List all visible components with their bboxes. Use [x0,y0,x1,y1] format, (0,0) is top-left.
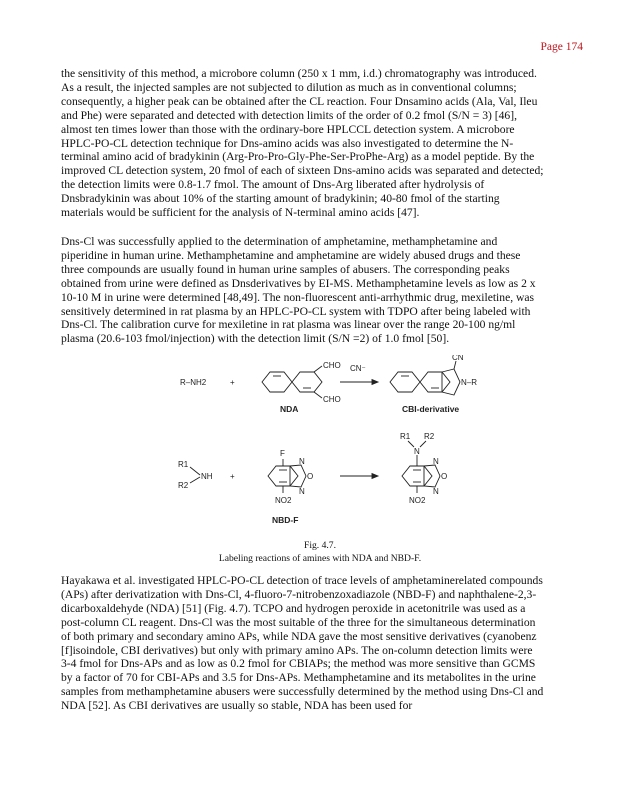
prod-o: O [441,472,448,481]
sec-amine-r1: R1 [178,460,189,469]
text-line: the detection limits were 0.8-1.7 fmol. The amount of Dns-Arg liberated after hydrolysis of [61,178,485,192]
text-line: As a result, the injected samples are not subjected to dilution as much as in conventional columns; [61,80,517,94]
paragraph-1 [61,67,583,220]
nda-label: NDA [280,404,299,414]
plus-sign: + [230,378,235,387]
text-line: (APs) after derivatization with Dns-Cl, 4-fluoro-7-nitrobenzoxadiazole (NBD-F) and naphthalene-2,3- [61,587,537,601]
text-line: of both primary and secondary amino APs, while NDA gave the most sensitive derivatives (cyanobenz [61,629,537,643]
text-line: NDA [52]. As CBI derivatives are usually so stable, NDA has been used for [61,699,413,713]
text-line: piperidine in human urine. Methamphetamine and amphetamine are widely abused drugs and these [61,248,521,262]
nda-structure [262,366,322,398]
secondary-amine-structure [190,467,200,483]
reaction-scheme [170,355,500,527]
nbd-f-atom: F [280,449,285,458]
text-line: almost ten times lower than those with the ordinary-bore HPLCCL detection system. A microbore [61,122,515,136]
cbi-nr: N–R [461,378,478,387]
text-line: and Phe) were separated and detected with detection limits of the order of 0.2 fmol (S/N = 3) [46], [61,108,517,122]
text-line: the sensitivity of this method, a microbore column (250 x 1 mm, i.d.) chromatography was introduced. [61,67,537,80]
text-line: 10-10 M in urine were determined [48,49]. The non-fluorescent anti-arrhythmic drug, mexiletine, was [61,290,535,304]
cbi-cn: CN [452,355,464,362]
sec-amine-r2: R2 [178,481,189,490]
text-line: Dnsbradykinin was about 10% of the starting amount of bradykinin; 40-80 fmol of the starting [61,192,500,206]
nbd-product-structure [402,441,440,493]
paragraph-2 [61,235,583,346]
reaction-arrow-2 [340,474,378,479]
prod-n-top: N [433,457,439,466]
text-line: samples from methamphetamine abusers were successfully determined by the method using Dns-Cl and [61,685,544,699]
prod-n-bottom: N [433,487,439,496]
nda-cho-top: CHO [323,361,341,370]
text-line: 3-4 fmol for Dns-APs and as low as 0.2 fmol for CBIAPs; the method was more sensitive than GCMS [61,657,536,671]
text-line: Dns-Cl was successfully applied to the determination of amphetamine, methamphetamine and [61,235,498,248]
cbi-label: CBI-derivative [402,404,460,414]
prod-n: N [414,447,420,456]
prod-no2: NO2 [409,496,426,505]
text-line: materials would be sufficient for the analysis of N-terminal amino acids [47]. [61,206,420,220]
reaction-arrow [340,380,378,385]
figure-number: Fig. 4.7. [304,540,336,551]
text-line: three compounds are usually found in human urine samples of abusers. The corresponding peaks [61,262,510,276]
text-line: [f]isoindole, CBI derivatives) but only with primary amino APs. The on-column detection limits were [61,643,533,657]
text-line: HPLC-PO-CL detection technique for Dns-amino acids was also investigated to determine the N- [61,136,514,150]
text-line: terminal amino acid of bradykinin (Arg-Pro-Pro-Gly-Phe-Ser-ProPhe-Arg) as a model peptide. By the [61,150,535,164]
text-line: by a factor of 70 for CBI-APs and 3.5 for Dns-APs. Methamphetamine and its metabolites in the urine [61,671,536,685]
cbi-structure [390,361,460,395]
text-line: obtained from urine were defined as Dnsderivatives by EI-MS. Methamphetamine levels as low as 2 x [61,276,536,290]
text-line: post-column CL reagent. Dns-Cl was the most suitable of the three for the simultaneous determination [61,615,536,629]
figure-caption: Labeling reactions of amines with NDA and NBD-F. [218,553,422,564]
text-line: improved CL detection system, 20 fmol of each of sixteen Dns-amino acids was separated and detected; [61,164,544,178]
nbd-n-bottom: N [299,487,305,496]
text-line: Hayakawa et al. investigated HPLC-PO-CL detection of trace levels of amphetaminerelated compounds [61,574,543,587]
plus-sign-2: + [230,472,235,481]
text-line: consequently, a higher peak can be obtained after the CL reaction. Four Dnsamino acids (Ala, Val, Ileu [61,94,538,108]
page-number: Page 174 [540,41,583,53]
cyanide-label: CN⁻ [350,364,366,373]
nbd-o: O [307,472,314,481]
prod-r2: R2 [424,432,435,441]
nbd-f-label: NBD-F [272,515,299,525]
text-line: dicarboxaldehyde (NDA) [51] (Fig. 4.7). TCPO and hydrogen peroxide in acetonitrile was used as a [61,601,526,615]
text-line: Dns-Cl. The calibration curve for mexiletine in rat plasma was linear over the range 20-100 ng/ml [61,318,516,332]
nbd-n-top: N [299,457,305,466]
text-line: sensitively determined in rat plasma by an HPLC-PO-CL system with TDPO after being labeled with [61,304,531,318]
text-line: plasma (20.6-103 fmol/injection) with the detection limit (S/N =2) of 1.0 fmol [50]. [61,332,450,346]
paragraph-3 [61,574,583,713]
nbd-no2: NO2 [275,496,292,505]
prod-r1: R1 [400,432,411,441]
amine-label: R–NH2 [180,378,207,387]
nda-cho-bottom: CHO [323,395,341,404]
sec-amine-nh: NH [201,472,213,481]
